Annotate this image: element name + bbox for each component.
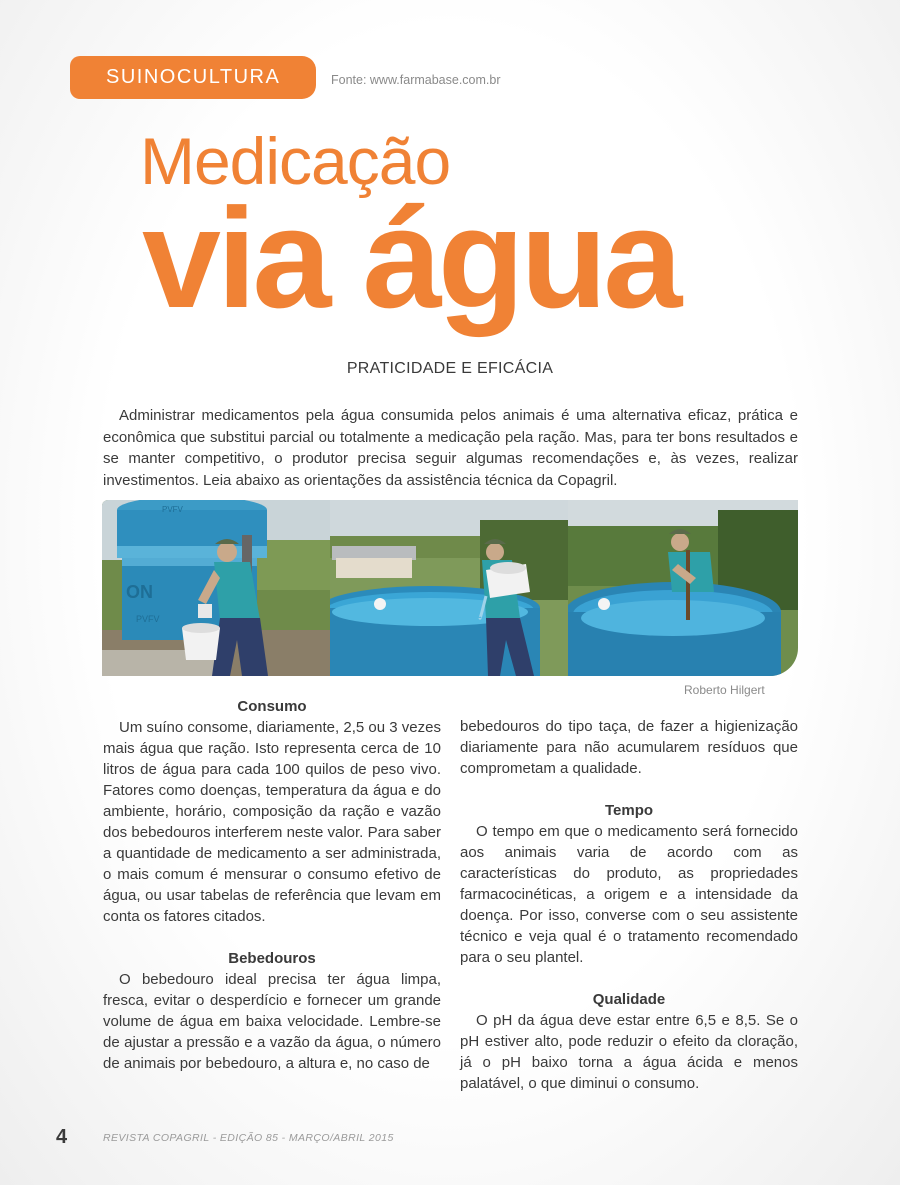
body-bebedouros-continued: bebedouros do tipo taça, de fazer a higienização diariamente para não acumularem resíduos que comprometam a qualidade.: [460, 718, 798, 777]
tank-text: ON: [126, 582, 153, 602]
section-tab: [70, 56, 316, 99]
heading-consumo: Consumo: [237, 698, 307, 715]
photo-credit: Roberto Hilgert: [684, 683, 765, 697]
photo-tank-bucket: [102, 500, 330, 676]
column-left: [103, 696, 441, 1074]
photo-strip: [102, 500, 798, 676]
column-right: [460, 716, 798, 1094]
heading-bebedouros: Bebedouros: [228, 950, 316, 967]
subtitle: PRATICIDADE E EFICÁCIA: [346, 360, 554, 377]
photo-stirring: [568, 500, 798, 676]
body-bebedouros: O bebedouro ideal precisa ter água limpa, fresca, evitar o desperdício e fornecer um grande volume de água em baixa velocidade. Lembre-se de ajustar a pressão e a vazão da água, o número de animais por bebedouro, a altura e, no caso de: [103, 971, 441, 1072]
heading-qualidade: Qualidade: [592, 991, 666, 1008]
tank-text-small: PVFV: [136, 614, 160, 624]
tank-text-top: PVFV: [162, 505, 183, 514]
headline-line-2: via água: [142, 179, 679, 338]
headline-line-1: Medicação: [140, 124, 451, 198]
body-qualidade: O pH da água deve estar entre 6,5 e 8,5. Se o pH estiver alto, pode reduzir o efeito da cloração, já o pH baixo torna a água ácida e menos palatável, o que diminui o consumo.: [460, 1012, 798, 1092]
page-number: 4: [56, 1126, 68, 1148]
section-label: SUINOCULTURA: [106, 66, 281, 88]
publication-footer: REVISTA COPAGRIL - EDIÇÃO 85 - MARÇO/ABRIL 2015: [103, 1132, 394, 1144]
body-consumo: Um suíno consome, diariamente, 2,5 ou 3 vezes mais água que ração. Isto representa cerca de 10 litros de água para cada 100 quilos de peso vivo. Fatores como doenças, temperatura da água e do ambiente, horário, composição da ração e vazão dos bebedouros interferem neste valor. Para saber a quantidade de medicamento a ser administrada, o mais comum é mensurar o consumo efetivo de água, ou usar tabelas de referência que levam em conta os fatores citados.: [103, 719, 441, 925]
source-credit: Fonte: www.farmabase.com.br: [331, 73, 501, 87]
lead-paragraph: Administrar medicamentos pela água consumida pelos animais é uma alternativa eficaz, prática e econômica que substitui parcial ou totalmente a medicação pela ração. Mas, para ter bons resultados e se manter competitivo, o produtor precisa seguir algumas recomendações e, às vezes, realizar investimentos. Leia abaixo as orientações da assistência técnica da Copagril.: [103, 407, 798, 489]
body-tempo: O tempo em que o medicamento será fornecido aos animais varia de acordo com as características do produto, as propriedades farmacocinéticas, a origem e a intensidade da doença. Por isso, converse com o seu assistente técnico e veja qual é o tratamento recomendado para o seu plantel.: [460, 823, 798, 966]
heading-tempo: Tempo: [604, 802, 654, 819]
photo-pouring: [330, 500, 568, 676]
